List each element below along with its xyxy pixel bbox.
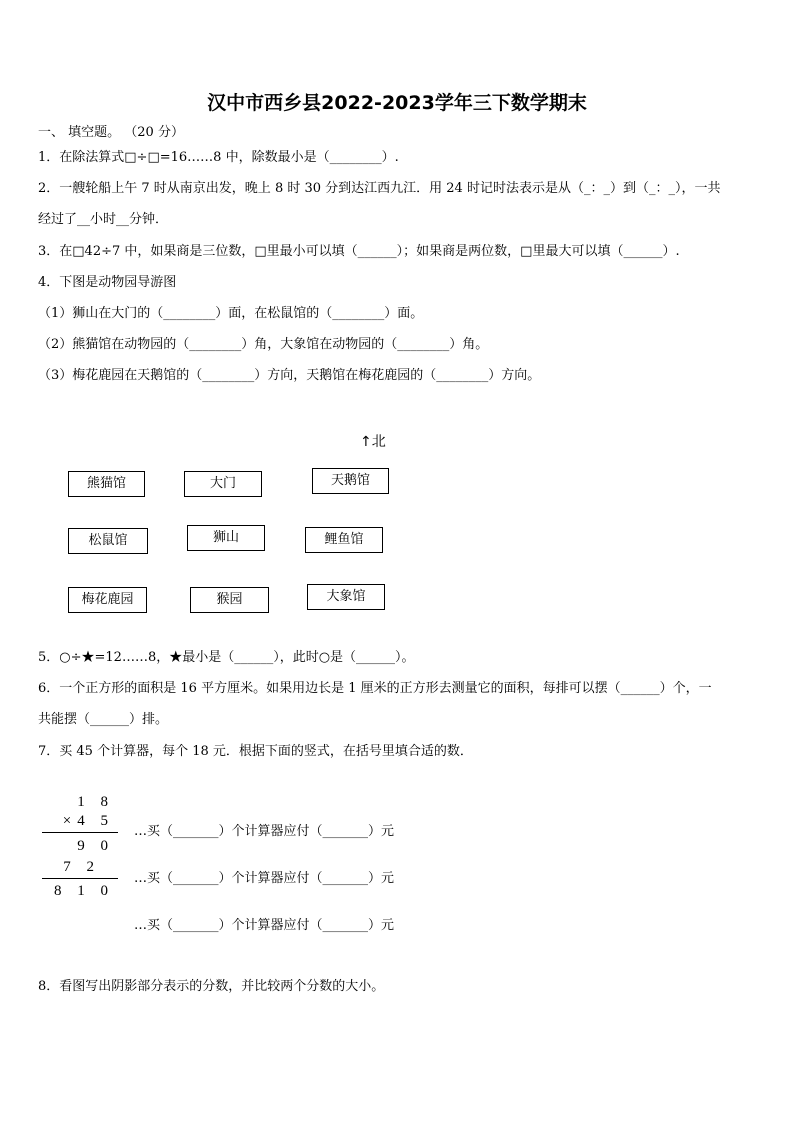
map-room-panda: 熊猫馆	[68, 471, 145, 497]
map-room-squirrel: 松鼠馆	[68, 528, 148, 554]
question-4-2: （2）熊猫馆在动物园的（________）角，大象馆在动物园的（________）角。	[38, 337, 489, 352]
question-1: 1．在除法算式□÷□=16……8 中，除数最小是（________）.	[38, 150, 399, 165]
question-4-1: （1）狮山在大门的（________）面，在松鼠馆的（________）面。	[38, 306, 424, 321]
calc-answer-1: …买（_______）个计算器应付（_______）元	[134, 824, 395, 839]
north-indicator: ↑北	[360, 434, 386, 450]
calc-answer-3: …买（_______）个计算器应付（_______）元	[134, 918, 395, 933]
question-4: 4．下图是动物园导游图	[38, 275, 177, 290]
map-room-monkey: 猴园	[190, 587, 269, 613]
map-room-swan: 天鹅馆	[312, 468, 389, 494]
question-5: 5．○÷★=12……8，★最小是（______），此时○是（______）。	[38, 650, 415, 665]
calc-row-multiplicand: 1 8	[77, 794, 114, 810]
page-title: 汉中市西乡县2022-2023学年三下数学期末	[207, 92, 587, 114]
map-room-elephant: 大象馆	[307, 584, 385, 610]
question-6-line2: 共能摆（______）排。	[38, 712, 169, 727]
question-2-line2: 经过了__小时__分钟．	[38, 212, 169, 227]
question-8: 8．看图写出阴影部分表示的分数，并比较两个分数的大小。	[38, 979, 385, 994]
section-heading: 一、 填空题。 （20 分）	[38, 125, 184, 140]
calc-row-product: 8 1 0	[54, 883, 114, 899]
calc-rule	[42, 878, 118, 879]
map-room-deer-park: 梅花鹿园	[68, 587, 147, 613]
question-6-line1: 6．一个正方形的面积是 16 平方厘米。如果用边长是 1 厘米的正方形去测量它的面积，每排可以摆（______）个，一	[38, 681, 712, 696]
calc-answer-2: …买（_______）个计算器应付（_______）元	[134, 871, 395, 886]
calc-row-multiplier: ×4 5	[62, 813, 114, 829]
question-7: 7．买 45 个计算器，每个 18 元．根据下面的竖式，在括号里填合适的数．	[38, 744, 473, 759]
map-room-lion-hill: 狮山	[187, 525, 265, 551]
calc-row-partial-1: 9 0	[77, 838, 114, 854]
question-4-3: （3）梅花鹿园在天鹅馆的（________）方向，天鹅馆在梅花鹿园的（________）方向。	[38, 368, 541, 383]
calc-rule	[42, 832, 118, 833]
question-3: 3．在□42÷7 中，如果商是三位数，□里最小可以填（______）；如果商是两位数，□里最大可以填（______）.	[38, 244, 680, 259]
map-room-gate: 大门	[184, 471, 262, 497]
calc-row-partial-2: 7 2	[63, 859, 100, 875]
map-room-carp: 鲤鱼馆	[305, 527, 383, 553]
question-2-line1: 2．一艘轮船上午 7 时从南京出发，晚上 8 时 30 分到达江西九江．用 24 时记时法表示是从（_：_）到（_：_），一共	[38, 181, 721, 196]
